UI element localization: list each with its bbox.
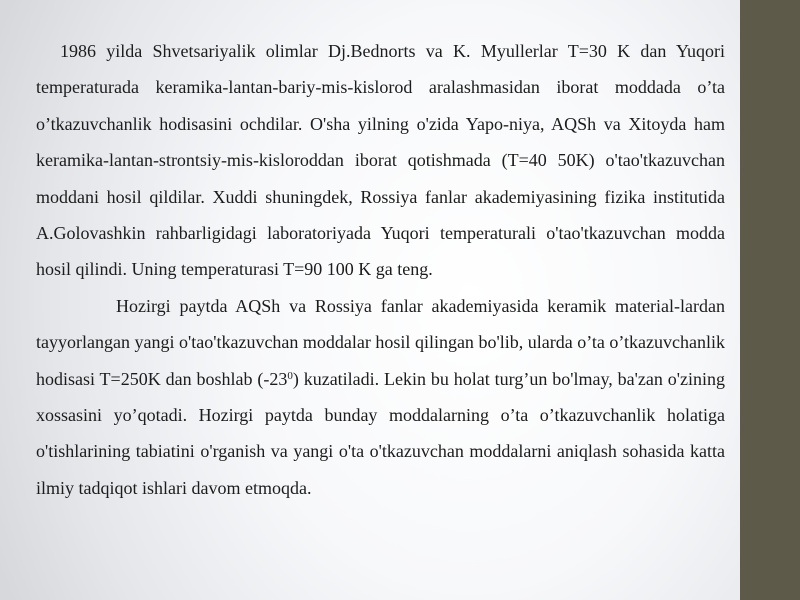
decorative-side-bar [740, 0, 800, 600]
degree-superscript: 0 [287, 369, 293, 382]
paragraph-2-after: ) kuzatiladi. Lekin bu holat turg’un bo'lmay, ba'zan o'zining xossasini yo’qotadi. Hozirgi paytda bunday moddalarning o’ta o’tkazuvchanlik holatiga o'tishlarining tabiatini o'rganish va yangi o'ta o'tkazuvchan moddalarni aniqlash sohasida katta ilmiy tadqiqot ishlari davom etmoqda. [36, 368, 725, 498]
paragraph-2 [36, 288, 725, 506]
paragraph-2-before: Hozirgi paytda AQSh va Rossiya fanlar akademiyasida keramik material-lardan tayyorlangan yangi o'tao'tkazuvchan moddalar hosil qilingan bo'lib, ularda o’ta o’tkazuvchanlik hodisasi T=250K dan boshlab (-23 [36, 295, 725, 389]
paragraph-1: 1986 yilda Shvetsariyalik olimlar Dj.Bednorts va K. Myullerlar T=30 K dan Yuqori temperaturada keramika-lantan-bariy-mis-kislorod aralashmasidan iborat moddada o’ta o’tkazuvchanlik hodisasini ochdilar. O'sha yilning o'zida Yapo-niya, AQSh va Xitoyda ham keramika-lantan-strontsiy-mis-kisloroddan iborat qotishmada (T=40 50K) o'tao'tkazuvchan moddani hosil qildilar. Xuddi shuningdek, Rossiya fanlar akademiyasining fizika institutida A.Golovashkin rahbarligidagi laboratoriyada Yuqori temperaturali o'tao'tkazuvchan modda hosil qilindi. Uning temperaturasi T=90 100 K ga teng. [36, 41, 725, 280]
slide-text-body [36, 33, 725, 506]
